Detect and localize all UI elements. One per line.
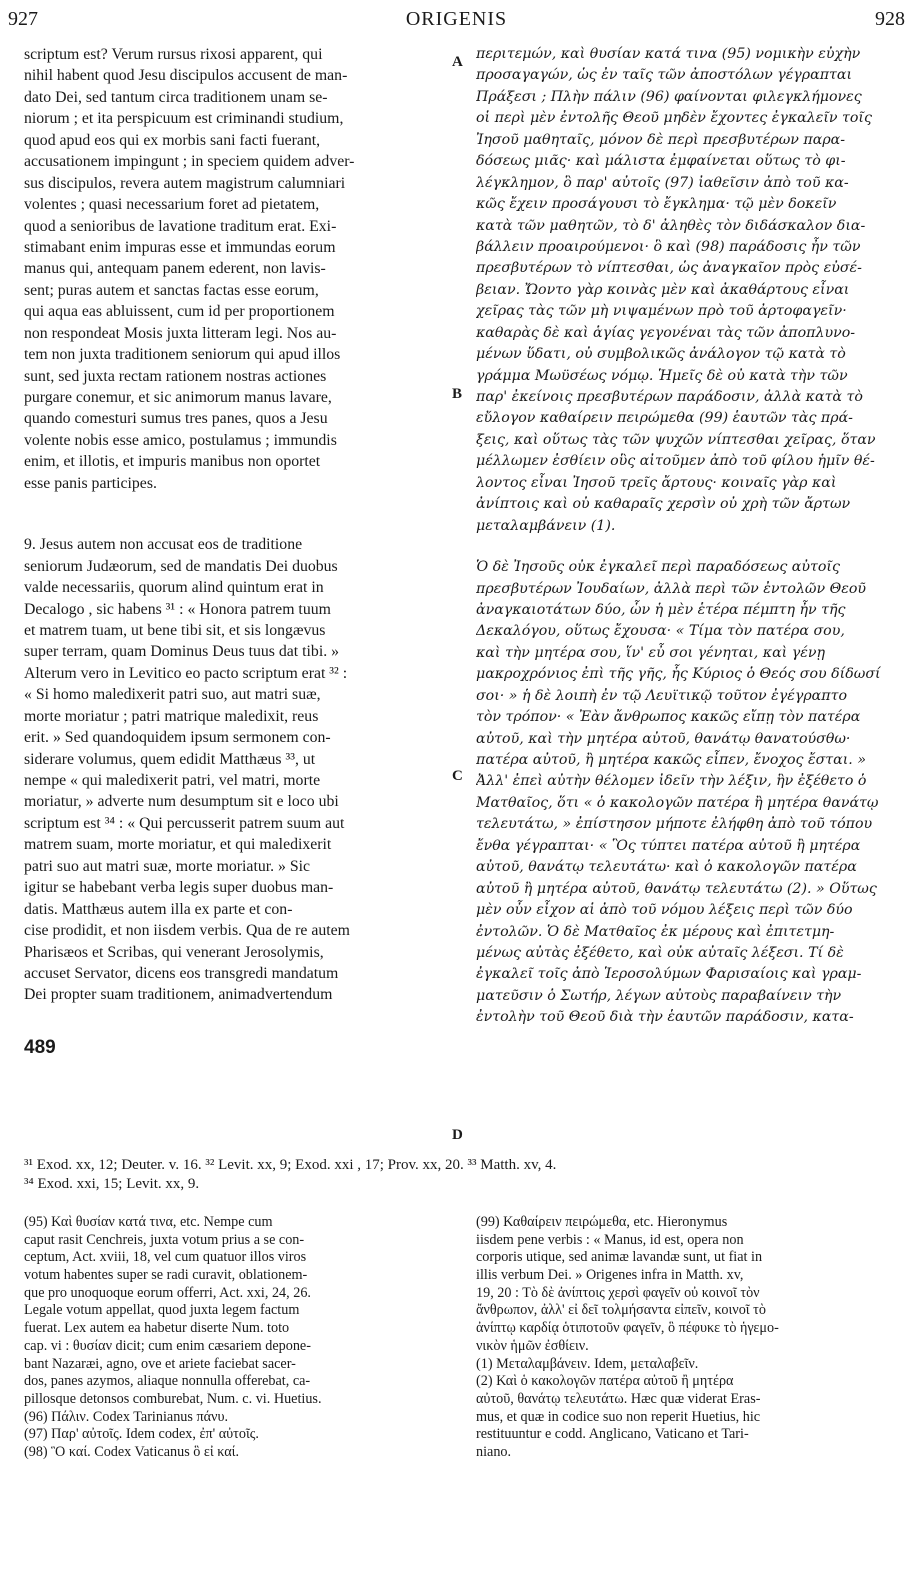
latin-text-line: matrem suam, morte moriatur, et qui maledixerit [24,836,332,854]
footnote-line: (97) Παρ' αὐτοῖς. Idem codex, ἐπ' αὐτοῖς. [24,1426,259,1443]
footnote-line: ceptum, Act. xviii, 18, vel cum quatuor illos viros [24,1249,307,1266]
margin-marker-a: A [452,54,463,70]
greek-text-line: Ἰησοῦ μαθηταῖς, μόνον δὲ περὶ πρεσβυτέρων παρα- [476,131,846,148]
latin-text-line: scriptum est? Verum rursus rixosi apparent, qui [24,46,323,63]
right-page-number: 928 [875,8,905,30]
greek-text-line: πρεσβυτέρων Ἰουδαίων, ἀλλὰ περὶ τῶν ἐντολῶν Θεοῦ [476,580,867,597]
notes-left [24,1214,442,1462]
greek-text-line: ἀναγκαιοτάτων δύο, ὧν ἡ μὲν ἑτέρα πέμπτη ἦν τῆς [476,601,846,618]
footnote-line: (99) Καθαίρειν πειρώμεθα, etc. Hieronymus [476,1214,728,1230]
greek-text-line: ματεῦσιν ὁ Σωτήρ, λέγων αὐτοὺς παραβαίνειν τὴν [476,987,842,1004]
paragraph-gap [24,494,442,514]
latin-text-line: siderare volumus, quem edidit Matthæus ³³, ut [24,750,316,768]
latin-text-line: quod a senioribus de lavatione traditum erat. Exi- [24,217,337,235]
paragraph-gap [24,514,442,534]
greek-column [476,44,898,1029]
latin-text-line: manus qui, antequam panem ederent, non lavis- [24,260,326,278]
greek-text-line: λοντος εἶναι Ἰησοῦ τρεῖς ἄρτους· κοιναῖς γὰρ καὶ [476,474,837,491]
margin-marker-b: B [452,386,463,402]
left-page-number: 927 [8,8,38,30]
column-number: 489 [24,1037,56,1058]
latin-text-line: Alterum vero in Levitico eo pacto scriptum erat ³² : [24,664,348,682]
greek-text-line: Ἀλλ' ἐπεὶ αὐτὴν θέλομεν ἰδεῖν τὴν λέξιν, ἣν ἐξέθετο ὁ [476,773,867,790]
footnote-line: (98) Ὃ καί. Codex Vaticanus ὃ εἰ καί. [24,1443,240,1460]
footnote-line: mus, et quæ in codice suo non reperit Huetius, hic [476,1408,761,1425]
greek-text-line: ἔνθα γέγραπται· « Ὃς τύπτει πατέρα αὐτοῦ ἢ μητέρα [476,837,861,854]
latin-text-line: valde necessariis, quorum alind quintum erat in [24,579,324,597]
greek-text-line: μὲν οὖν εἶχον αἱ ἀπὸ τοῦ νόμου λέξεις περὶ τῶν δύο [476,902,853,919]
greek-text-line: γράμμα Μωϋσέως νόμῳ. Ἡμεῖς δὲ οὐ κατὰ τὴν τῶν [476,367,848,384]
paragraph-gap [476,537,898,557]
greek-text-line: παρ' ἐκείνοις πρεσβυτέρων παράδοσιν, ἀλλὰ κατὰ τὸ [476,389,863,405]
greek-text-line: ἐγκαλεῖ τοῖς ἀπὸ Ἱεροσολύμων Φαρισαίοις καὶ γραμ- [476,966,862,983]
greek-text-line: σοι· » ἡ δὲ λοιπὴ ἐν τῷ Λευϊτικῷ τοῦτον ἐγέγραπτο [476,687,847,704]
latin-text-line: Dei propter suam traditionem, animadvertendum [24,986,333,1004]
page-header [8,8,905,36]
footnote-line: (96) Πάλιν. Codex Tarinianus πάνυ. [24,1408,229,1425]
footnote-line: αὐτοῦ, θανάτῳ τελευτάτω. Hæc quæ viderat Eras- [476,1390,761,1407]
greek-text-line: περιτεμών, καὶ θυσίαν κατά τινα (95) νομικὴν εὐχὴν [476,46,861,62]
greek-text-line: Πράξεσι ; Πλὴν πάλιν (96) φαίνονται φιλεγκλήμονες [476,88,862,105]
latin-text-line: volente nobis esse amico, postulamus ; immundis [24,431,337,449]
latin-column [24,44,442,1006]
latin-text-line: Pharisæos et Scribas, qui venerant Jerosolymis, [24,943,324,961]
greek-text-line: χεῖρας τὰς τῶν μὴ νιψαμένων πρὸ τοῦ ἀρτοφαγεῖν· [476,303,847,320]
footnote-line: illis verbum Dei. » Origenes infra in Matth. xv, [476,1267,744,1284]
footnote-line: corporis utique, sed animæ lavandæ sunt, ut fiat in [476,1249,763,1266]
latin-text-line: accusationem impingunt ; in speciem quidem adver- [24,153,355,171]
latin-text-line: quando comesturi sumus tres panes, quos a Jesu [24,410,328,428]
greek-text-line: καθαρὰς δὲ καὶ ἁγίας γεγονέναι τὰς τῶν ἀποπλυνο- [476,324,856,341]
greek-text-line: κῶς ἔχειν προσάγουσι τὸ ἔγκλημα· τῷ μὲν δοκεῖν [476,196,837,213]
greek-text-line: δόσεως μιᾶς· καὶ μάλιστα ἐμφαίνεται οὕτως τὸ φι- [476,153,846,170]
greek-text-line: τὸν τρόπον· « Ἐὰν ἄνθρωπος κακῶς εἴπῃ τὸν πατέρα [476,709,861,726]
greek-text-line: μακροχρόνιος ἐπὶ τῆς γῆς, ἧς Κύριος ὁ Θεός σου δίδωσί [476,666,881,683]
latin-text-line: qui aqua eas abluissent, cum id per proportionem [24,303,335,321]
greek-text-line: λέγκλημον, ὃ παρ' αὐτοῖς (97) ἰαθεῖσιν ἀπὸ τοῦ κα- [476,174,849,191]
latin-text-line: dato Dei, sed tantum circa traditionem unam se- [24,88,328,106]
footnote-line: cap. vi : θυσίαν dicit; cum enim cæsariem depone- [24,1337,311,1354]
latin-text-line: scriptum est ³⁴ : « Qui percusserit patrem suum aut [24,814,345,832]
greek-text-line: βάλλειν προαιρούμενοι· ὃ καὶ (98) παράδοσις ἦν τῶν [476,238,861,255]
greek-text-line: μένων ὕδατι, οὐ συμβολικῶς ἀνάλογον τῷ κατὰ τὸ [476,346,846,363]
greek-text-line: βειαν. Ὤοντο γὰρ κοινὰς μὲν καὶ ἀκαθάρτους εἶναι [476,281,850,298]
footnote-line: νικὸν ἡμῶν ἐσθίειν. [476,1337,589,1354]
latin-text-line: 9. Jesus autem non accusat eos de traditione [24,536,303,554]
footnote-line: 19, 20 : Τὸ δὲ ἀνίπτοις χερσὶ φαγεῖν οὐ κοινοῖ τὸν [476,1284,760,1301]
latin-text-line: datis. Matthæus autem illa ex parte et con- [24,900,293,918]
footnote-line: Legale votum appellat, quod juxta legem factum [24,1302,300,1319]
latin-text-line: moriatur, » adverte num desumptum sit e loco ubi [24,793,339,811]
footnote-line: fuerat. Lex autem ea habetur diserte Num. toto [24,1320,290,1337]
footnote-line: votum habentes super se radi curavit, oblationem- [24,1267,308,1284]
greek-text-line: Ματθαῖος, ὅτι « ὁ κακολογῶν πατέρα ἢ μητέρα θανάτῳ [476,794,879,811]
greek-text-line: Δεκαλόγου, οὕτως ἔχουσα· « Τίμα τὸν πατέρα σου, [476,623,845,640]
latin-text-line: igitur se habebant verba legis super duobus man- [24,879,334,897]
latin-text-line: nempe « qui maledixerit patri, vel matri, morte [24,772,321,789]
running-title: ORIGENIS [405,8,508,30]
latin-text-line: volentes ; quasi necessarium foret ad pietatem, [24,196,320,214]
footnote-line: restituuntur e codd. Anglicano, Vaticano et Tari- [476,1426,749,1443]
notes-right [476,1214,894,1462]
greek-text-line: αὐτοῦ, καὶ τὴν μητέρα αὐτοῦ, θανάτῳ θανατούσθω· [476,730,851,747]
latin-text-line: sus discipulos, revera autem magistrum calumniari [24,174,346,192]
greek-text-line: οἱ περὶ μὲν ἐντολῆς Θεοῦ μηδὲν ἔχοντες ἐγκαλεῖν τοῖς [476,110,872,127]
greek-text-line: πατέρα αὐτοῦ, ἢ μητέρα κακῶς εἶπεν, ἔνοχος ἔσται. » [476,752,866,768]
scripture-footnotes-row-2: ³⁴ Exod. xxi, 15; Levit. xx, 9. [24,1176,200,1192]
latin-text-line: accuset Servator, dicens eos transgredi mandatum [24,964,339,982]
greek-text-line: ἀνίπτοις καὶ οὐ καθαραῖς χερσὶν οὐ χρὴ τῶν ἄρτων [476,496,851,513]
footnote-line: que pro unoquoque eorum offerri, Act. xxi, 24, 26. [24,1284,311,1301]
margin-marker-d: D [452,1127,463,1143]
margin-marker-c: C [452,768,463,784]
footnote-line: ἀνίπτῳ καρδίᾳ ὁτιποτοῦν φαγεῖν, ὃ πέφυκε τὸ ἡγεμο- [476,1320,779,1337]
latin-text-line: sunt, sed juxta rectam rationem nostras actiones [24,367,327,385]
latin-text-line: niorum ; et ita perspicuum est criminandi studium, [24,110,344,128]
latin-text-line: patri suo aut matri suæ, morte moriatur. » Sic [24,857,311,875]
greek-text-line: πρεσβυτέρων τὸ νίπτεσθαι, ὡς ἀναγκαῖον πρὸς εὐσέ- [476,260,862,277]
greek-text-line: αὐτοῦ, θανάτῳ τελευτάτω· καὶ ὁ κακολογῶν πατέρα [476,859,857,876]
latin-text-line: erit. » Sed quandoquidem ipsum sermonem con- [24,729,331,747]
footnote-line: (2) Καὶ ὁ κακολογῶν πατέρα αὐτοῦ ἢ μητέρα [476,1373,734,1390]
greek-text-line: ἐντολῶν. Ὁ δὲ Ματθαῖος ἐκ μέρους καὶ ἐπιτετμη- [476,923,835,940]
footnote-line: bant Nazaræi, agno, ove et ariete faciebat sacer- [24,1355,296,1372]
greek-text-line: καὶ τὴν μητέρα σου, ἵν' εὖ σοι γένηται, καὶ γένῃ [476,644,825,661]
footnote-line: dos, panes azymos, aliaque nonnulla offerebat, ca- [24,1373,311,1390]
greek-text-line: ἐντολὴν τοῦ Θεοῦ διὰ τὴν ἑαυτῶν παράδοσιν, κατα- [476,1009,854,1026]
greek-text-line: τελευτάτω, » ἐπίστησον μήποτε ἐλήφθη ἀπὸ τοῦ τόπου [476,816,873,833]
latin-text-line: tem non juxta traditionem seniorum qui apud illos [24,346,341,364]
footnote-line: (1) Μεταλαμβάνειν. Idem, μεταλαβεῖν. [476,1355,699,1372]
footnote-line: pillosque detonsos comburebat, Num. c. vi. Huetius. [24,1390,322,1407]
latin-text-line: Decalogo , sic habens ³¹ : « Honora patrem tuum [24,600,331,618]
latin-text-line: stimabant enim impuras esse et immundas eorum [24,238,336,256]
greek-text-line: προσαγαγών, ὡς ἐν ταῖς τῶν ἀποστόλων γέγραπται [476,67,853,84]
latin-text-line: quod apud eos qui ex morbis sani facti fuerant, [24,131,321,149]
latin-text-line: cise prodidit, et non iisdem verbis. Qua de re autem [24,922,350,940]
greek-text-line: μέλλωμεν ἐσθίειν οὓς αἰτοῦμεν ἀπὸ τοῦ φίλου ἡμῖν θέ- [476,453,875,470]
greek-text-line: μένως αὐτὰς ἐξέθετο, καὶ οὐκ αὐταῖς λέξεσι. Τί δὲ [476,944,844,961]
greek-text-line: Ὁ δὲ Ἰησοῦς οὐκ ἐγκαλεῖ περὶ παραδόσεως αὐτοῖς [476,559,840,576]
latin-text-line: esse panis participes. [24,474,157,492]
latin-text-line: seniorum Judæorum, sed de mandatis Dei duobus [24,557,338,575]
latin-text-line: morte moriatur ; patri matrique maledixit, reus [24,707,319,725]
latin-text-line: nihil habent quod Jesu discipulos accusent de man- [24,67,348,85]
footnote-line: (95) Καὶ θυσίαν κατά τινα, etc. Nempe cum [24,1214,273,1230]
greek-text-line: εὔλογον καθαίρειν πειρώμεθα (99) ἑαυτῶν τὰς πρά- [476,410,853,427]
footnote-line: niano. [476,1443,512,1460]
footnote-line: iisdem pene verbis : « Manus, id est, opera non [476,1231,744,1248]
latin-text-line: super terram, quam Dominus Deus tuus dat tibi. » [24,643,340,661]
greek-text-line: κατὰ τῶν μαθητῶν, τὸ δ' ἀληθὲς τὸν διδάσκαλον δια- [476,217,866,234]
latin-text-line: purgare conemur, et sic animorum manus lavare, [24,389,332,406]
scripture-footnotes-row-1: ³¹ Exod. xx, 12; Deuter. v. 16. ³² Levit. xx, 9; Exod. xxi , 17; Prov. xx, 20. ³³ Matth. xv, 4. [24,1157,557,1173]
greek-text-line: ξεις, καὶ οὕτως τὰς τῶν ψυχῶν νίπτεσθαι χεῖρας, ὅταν [476,431,876,448]
latin-text-line: non respondeat Mosis juxta litteram legi. Nos au- [24,324,337,342]
latin-text-line: et matrem tuam, ut bene tibi sit, et sis longævus [24,621,326,639]
greek-text-line: αὐτοῦ ἢ μητέρα αὐτοῦ, θανάτῳ τελευτάτω (2). » Οὕτως [476,880,877,897]
latin-text-line: enim, et illotis, et impuris manibus non oportet [24,453,321,471]
footnote-line: caput rasit Cenchreis, juxta votum prius a se con- [24,1231,305,1248]
latin-text-line: « Si homo maledixerit patri suo, aut matri suæ, [24,686,321,704]
greek-text-line: μεταλαμβάνειν (1). [476,517,616,534]
latin-text-line: sent; puras autem et sanctas factas esse eorum, [24,281,319,299]
footnote-line: ἄνθρωπον, ἀλλ' εἰ δεῖ τολμήσαντα εἰπεῖν, κοινοῖ τὸ [476,1302,766,1319]
